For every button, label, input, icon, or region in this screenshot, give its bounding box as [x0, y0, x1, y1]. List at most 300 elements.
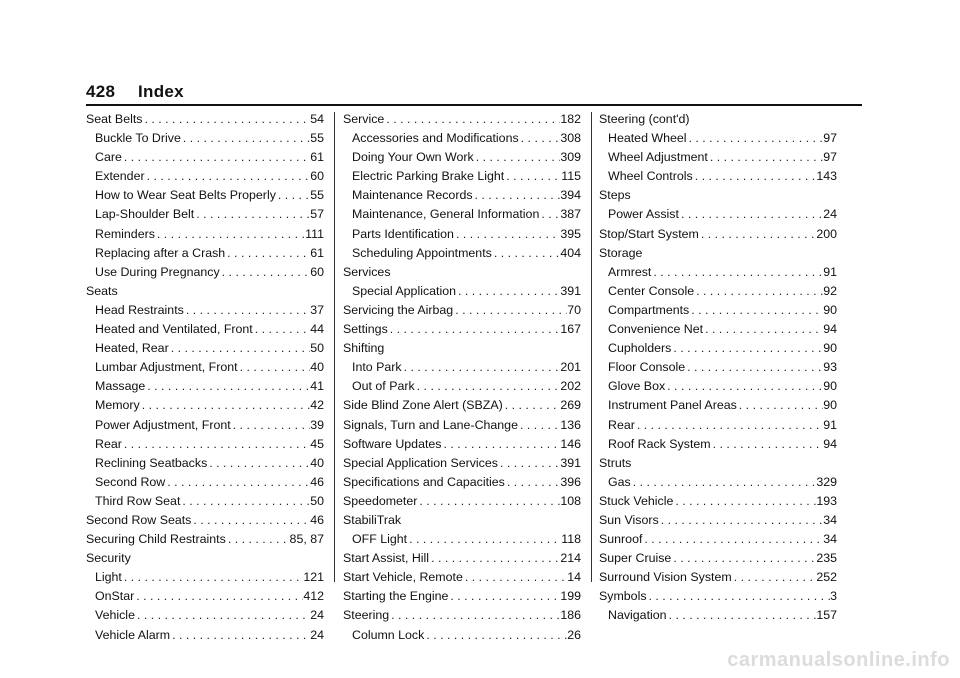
dot-leader — [145, 377, 310, 396]
entry-label: Vehicle Alarm — [95, 627, 171, 642]
entry-label: Heated, Rear — [95, 341, 169, 356]
entry-label: Extender — [95, 169, 145, 184]
index-subentry — [86, 205, 324, 224]
page-reference: 50 — [310, 493, 324, 508]
index-subentry — [343, 205, 581, 224]
dot-leader — [642, 530, 823, 549]
column-divider — [591, 112, 592, 582]
index-subentry — [599, 339, 837, 358]
index-subentry — [343, 225, 581, 244]
index-entry — [599, 530, 837, 549]
page-reference: 252 — [816, 570, 837, 585]
page-reference: 235 — [816, 551, 837, 566]
page-reference: 24 — [310, 627, 324, 642]
page-reference: 94 — [823, 322, 837, 337]
index-subentry — [599, 396, 837, 415]
dot-leader — [181, 129, 310, 148]
dot-leader — [673, 492, 816, 511]
index-subentry — [343, 148, 581, 167]
page-reference: 200 — [816, 226, 837, 241]
entry-label: Steering — [343, 608, 390, 623]
page-reference: 395 — [560, 226, 581, 241]
index-column-2 — [343, 110, 581, 645]
entry-label: Buckle To Drive — [95, 131, 181, 146]
dot-leader — [238, 358, 311, 377]
entry-label: Special Application — [352, 283, 457, 298]
dot-leader — [463, 568, 567, 587]
dot-leader — [708, 148, 823, 167]
entry-label: Column Lock — [352, 627, 425, 642]
index-subentry — [86, 263, 324, 282]
page-reference: 394 — [560, 188, 581, 203]
entry-label: Care — [95, 150, 122, 165]
page-reference: 55 — [310, 131, 324, 146]
index-subentry — [86, 568, 324, 587]
index-entry — [599, 511, 837, 530]
index-heading: Shifting — [343, 341, 385, 356]
page-reference: 54 — [310, 112, 324, 126]
index-subentry — [599, 129, 837, 148]
dot-leader — [402, 358, 561, 377]
page-reference: 309 — [560, 150, 581, 165]
dot-leader — [498, 454, 560, 473]
index-heading: Storage — [599, 245, 643, 260]
index-heading: Services — [343, 264, 391, 279]
index-heading: Security — [86, 551, 131, 566]
page-reference: 70 — [567, 302, 581, 317]
entry-label: Special Application Services — [343, 455, 498, 470]
entry-label: OnStar — [95, 589, 135, 604]
dot-leader — [389, 606, 560, 625]
page-reference: 3 — [830, 589, 837, 604]
index-entry — [343, 454, 581, 473]
entry-label: Stuck Vehicle — [599, 493, 674, 508]
entry-label: Massage — [95, 379, 146, 394]
index-subentry — [86, 320, 324, 339]
index-subentry — [599, 148, 837, 167]
index-subentry — [86, 186, 324, 205]
index-subentry — [86, 473, 324, 492]
dot-leader — [122, 148, 310, 167]
index-entry — [86, 530, 324, 549]
dot-leader — [155, 225, 305, 244]
page-reference: 26 — [567, 627, 581, 642]
entry-label: Memory — [95, 398, 140, 413]
index-subentry — [599, 263, 837, 282]
index-subentry — [343, 626, 581, 645]
dot-leader — [448, 587, 560, 606]
index-subentry — [599, 473, 837, 492]
page-reference: 193 — [816, 493, 837, 508]
page-reference: 61 — [310, 150, 324, 165]
page-reference: 121 — [303, 570, 324, 585]
page-reference: 57 — [310, 207, 324, 222]
dot-leader — [424, 626, 567, 645]
dot-leader — [694, 282, 823, 301]
dot-leader — [474, 148, 561, 167]
dot-leader — [134, 587, 303, 606]
page-reference: 85, 87 — [289, 532, 324, 547]
index-heading: Steering (cont'd) — [599, 112, 690, 126]
dot-leader — [165, 473, 310, 492]
page-title: Index — [138, 82, 184, 101]
page-reference: 93 — [823, 360, 837, 375]
dot-leader — [504, 167, 561, 186]
page-reference: 91 — [823, 264, 837, 279]
dot-leader — [135, 606, 310, 625]
index-heading: StabiliTrak — [343, 512, 402, 527]
page-reference: 214 — [560, 551, 581, 566]
dot-leader — [191, 511, 310, 530]
dot-leader — [699, 225, 816, 244]
dot-leader — [631, 473, 817, 492]
entry-label: Lap-Shoulder Belt — [95, 207, 195, 222]
entry-label: Super Cruise — [599, 551, 672, 566]
page-reference: 199 — [560, 589, 581, 604]
dot-leader — [207, 454, 310, 473]
entry-label: Roof Rack System — [608, 436, 711, 451]
page-reference: 90 — [823, 379, 837, 394]
page-reference: 60 — [310, 264, 324, 279]
dot-leader — [693, 167, 817, 186]
index-subentry — [343, 358, 581, 377]
dot-leader — [276, 186, 310, 205]
entry-label: Out of Park — [352, 379, 415, 394]
entry-label: Maintenance, General Information — [352, 207, 540, 222]
dot-leader — [737, 396, 823, 415]
index-entry — [86, 110, 324, 129]
index-subentry — [599, 416, 837, 435]
index-subentry — [343, 282, 581, 301]
page-reference: 46 — [310, 512, 324, 527]
index-subentry — [343, 377, 581, 396]
index-entry — [343, 492, 581, 511]
dot-leader — [659, 511, 824, 530]
index-subentry — [86, 454, 324, 473]
dot-leader — [635, 416, 823, 435]
page-reference: 136 — [560, 417, 581, 432]
entry-label: Starting the Engine — [343, 589, 449, 604]
page-reference: 108 — [560, 493, 581, 508]
entry-label: Scheduling Appointments — [352, 245, 492, 260]
dot-leader — [231, 416, 311, 435]
index-subentry — [343, 129, 581, 148]
dot-leader — [473, 186, 561, 205]
dot-leader — [180, 492, 310, 511]
index-subentry — [86, 606, 324, 625]
dot-leader — [170, 626, 310, 645]
entry-label: Instrument Panel Areas — [608, 398, 737, 413]
page-reference: 90 — [823, 302, 837, 317]
dot-leader — [253, 320, 310, 339]
index-subentry — [343, 530, 581, 549]
index-heading: Struts — [599, 455, 632, 470]
dot-leader — [388, 320, 561, 339]
page-reference: 14 — [567, 570, 581, 585]
entry-label: Start Assist, Hill — [343, 551, 430, 566]
entry-label: Stop/Start System — [599, 226, 699, 241]
entry-label: Power Assist — [608, 207, 679, 222]
index-subentry — [86, 244, 324, 263]
entry-label: Surround Vision System — [599, 570, 732, 585]
entry-label: Glove Box — [608, 379, 666, 394]
page-reference: 40 — [310, 455, 324, 470]
page-reference: 97 — [823, 150, 837, 165]
entry-label: Convenience Net — [608, 322, 704, 337]
index-subentry — [86, 377, 324, 396]
page-reference: 34 — [823, 532, 837, 547]
index-entry — [343, 473, 581, 492]
entry-label: Floor Console — [608, 360, 686, 375]
index-entry — [599, 568, 837, 587]
entry-label: Maintenance Records — [352, 188, 473, 203]
dot-leader — [140, 396, 310, 415]
dot-leader — [685, 358, 823, 377]
index-subentry — [86, 167, 324, 186]
index-subentry — [86, 339, 324, 358]
dot-leader — [226, 530, 290, 549]
dot-leader — [505, 473, 560, 492]
entry-label: Reminders — [95, 226, 155, 241]
index-entry — [599, 549, 837, 568]
dot-leader — [503, 396, 561, 415]
index-subentry — [599, 205, 837, 224]
dot-leader — [689, 301, 823, 320]
dot-leader — [665, 377, 823, 396]
page-reference: 97 — [823, 131, 837, 146]
page-reference: 50 — [310, 341, 324, 356]
entry-label: Second Row Seats — [86, 512, 192, 527]
index-subentry — [599, 435, 837, 454]
index-entry — [343, 396, 581, 415]
page-reference: 55 — [310, 188, 324, 203]
index-entry — [343, 301, 581, 320]
dot-leader — [169, 339, 311, 358]
entry-label: Replacing after a Crash — [95, 245, 226, 260]
entry-label: Specifications and Capacities — [343, 474, 505, 489]
index-subentry — [86, 225, 324, 244]
entry-label: Servicing the Airbag — [343, 302, 454, 317]
index-subentry — [86, 587, 324, 606]
index-subentry — [86, 492, 324, 511]
dot-leader — [456, 282, 560, 301]
entry-label: Doing Your Own Work — [352, 150, 474, 165]
page-reference: 34 — [823, 512, 837, 527]
page-reference: 40 — [310, 360, 324, 375]
dot-leader — [429, 549, 560, 568]
index-entry — [343, 568, 581, 587]
page-reference: 201 — [560, 360, 581, 375]
dot-leader — [442, 435, 561, 454]
index-subentry — [86, 626, 324, 645]
entry-label: Software Updates — [343, 436, 442, 451]
dot-leader — [407, 530, 561, 549]
entry-label: Seat Belts — [86, 112, 143, 126]
index-entry — [343, 110, 581, 129]
page-reference: 329 — [816, 474, 837, 489]
dot-leader — [194, 205, 310, 224]
index-entry — [343, 606, 581, 625]
index-entry — [343, 416, 581, 435]
dot-leader — [122, 568, 303, 587]
index-column-3 — [599, 110, 837, 626]
dot-leader — [711, 435, 824, 454]
entry-label: How to Wear Seat Belts Properly — [95, 188, 276, 203]
page-reference: 46 — [310, 474, 324, 489]
entry-label: Vehicle — [95, 608, 135, 623]
entry-label: Second Row — [95, 474, 166, 489]
page-reference: 202 — [560, 379, 581, 394]
index-subentry — [599, 358, 837, 377]
dot-leader — [184, 301, 310, 320]
index-column-1 — [86, 110, 324, 645]
page-number: 428 — [86, 82, 116, 101]
page-reference: 90 — [823, 398, 837, 413]
dot-leader — [671, 339, 823, 358]
page-reference: 387 — [560, 207, 581, 222]
dot-leader — [732, 568, 817, 587]
dot-leader — [518, 416, 560, 435]
dot-leader — [415, 377, 561, 396]
entry-label: Speedometer — [343, 493, 418, 508]
index-subentry — [343, 167, 581, 186]
entry-label: Into Park — [352, 360, 402, 375]
dot-leader — [384, 110, 560, 129]
page-reference: 24 — [823, 207, 837, 222]
index-entry — [599, 225, 837, 244]
page-reference: 111 — [305, 226, 324, 241]
entry-label: OFF Light — [352, 532, 408, 547]
entry-label: Side Blind Zone Alert (SBZA) — [343, 398, 503, 413]
page-reference: 412 — [303, 589, 324, 604]
index-entry — [343, 435, 581, 454]
entry-label: Sun Visors — [599, 512, 659, 527]
page-reference: 182 — [560, 112, 581, 126]
index-entry — [86, 511, 324, 530]
page-reference: 90 — [823, 341, 837, 356]
index-subentry — [86, 358, 324, 377]
page-reference: 37 — [310, 302, 324, 317]
dot-leader — [679, 205, 823, 224]
page-reference: 61 — [310, 245, 324, 260]
entry-label: Light — [95, 570, 122, 585]
entry-label: Start Vehicle, Remote — [343, 570, 463, 585]
index-subentry — [86, 435, 324, 454]
entry-label: Compartments — [608, 302, 690, 317]
page-reference: 24 — [310, 608, 324, 623]
page-reference: 396 — [560, 474, 581, 489]
entry-label: Reclining Seatbacks — [95, 455, 208, 470]
dot-leader — [519, 129, 561, 148]
entry-label: Head Restraints — [95, 302, 184, 317]
index-subentry — [86, 148, 324, 167]
dot-leader — [453, 301, 567, 320]
entry-label: Navigation — [608, 608, 667, 623]
page-reference: 94 — [823, 436, 837, 451]
dot-leader — [492, 244, 560, 263]
page-reference: 308 — [560, 131, 581, 146]
page-reference: 186 — [560, 608, 581, 623]
index-entry — [343, 587, 581, 606]
entry-label: Wheel Controls — [608, 169, 693, 184]
dot-leader — [145, 167, 311, 186]
index-entry — [343, 320, 581, 339]
page-reference: 45 — [310, 436, 324, 451]
index-subentry — [599, 377, 837, 396]
entry-label: Sunroof — [599, 532, 643, 547]
dot-leader — [220, 263, 311, 282]
page-reference: 91 — [823, 417, 837, 432]
entry-label: Gas — [608, 474, 631, 489]
dot-leader — [539, 205, 560, 224]
entry-label: Accessories and Modifications — [352, 131, 519, 146]
entry-label: Service — [343, 112, 385, 126]
entry-label: Symbols — [599, 589, 647, 604]
entry-label: Settings — [343, 322, 388, 337]
page-reference: 42 — [310, 398, 324, 413]
index-entry — [599, 492, 837, 511]
page-reference: 146 — [560, 436, 581, 451]
dot-leader — [671, 549, 816, 568]
entry-label: Cupholders — [608, 341, 672, 356]
page-reference: 118 — [561, 532, 581, 547]
column-divider — [334, 112, 335, 582]
dot-leader — [647, 587, 831, 606]
page-reference: 39 — [310, 417, 324, 432]
entry-label: Armrest — [608, 264, 652, 279]
page-reference: 404 — [560, 245, 581, 260]
page-reference: 44 — [310, 322, 324, 337]
page-reference: 115 — [561, 169, 581, 184]
entry-label: Parts Identification — [352, 226, 454, 241]
index-subentry — [86, 129, 324, 148]
page-reference: 391 — [560, 283, 581, 298]
dot-leader — [667, 606, 817, 625]
page-reference: 60 — [310, 169, 324, 184]
page-reference: 92 — [823, 283, 837, 298]
page-reference: 269 — [560, 398, 581, 413]
index-subentry — [599, 301, 837, 320]
entry-label: Power Adjustment, Front — [95, 417, 231, 432]
index-subentry — [343, 186, 581, 205]
header-rule — [86, 104, 862, 106]
entry-label: Wheel Adjustment — [608, 150, 708, 165]
dot-leader — [687, 129, 824, 148]
entry-label: Center Console — [608, 283, 695, 298]
entry-label: Heated and Ventilated, Front — [95, 322, 253, 337]
dot-leader — [417, 492, 560, 511]
page-reference: 167 — [560, 322, 581, 337]
watermark: carmanualsonline.info — [727, 649, 950, 671]
dot-leader — [142, 110, 310, 129]
index-heading: Steps — [599, 188, 631, 203]
index-entry — [599, 587, 837, 606]
index-subentry — [86, 416, 324, 435]
index-subentry — [86, 396, 324, 415]
index-subentry — [343, 244, 581, 263]
page-reference: 157 — [816, 608, 837, 623]
index-subentry — [599, 320, 837, 339]
index-subentry — [599, 606, 837, 625]
entry-label: Securing Child Restraints — [86, 532, 226, 547]
entry-label: Rear — [608, 417, 635, 432]
index-subentry — [599, 282, 837, 301]
entry-label: Signals, Turn and Lane-Change — [343, 417, 518, 432]
index-heading: Seats — [86, 283, 118, 298]
index-subentry — [599, 167, 837, 186]
entry-label: Heated Wheel — [608, 131, 687, 146]
dot-leader — [122, 435, 310, 454]
